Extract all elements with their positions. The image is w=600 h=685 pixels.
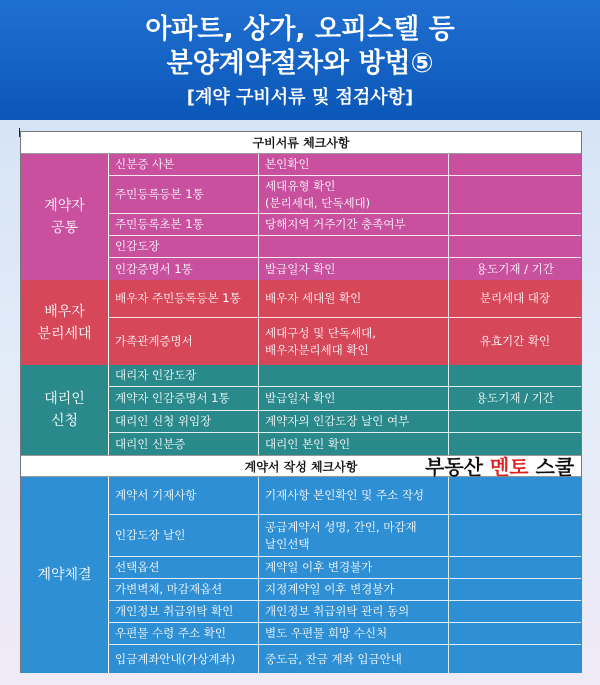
table-row bbox=[109, 387, 581, 411]
document-cell: 신분증 사본 bbox=[109, 154, 259, 175]
check-cell: 본인확인 bbox=[259, 154, 449, 175]
document-cell: 주민등록등본 1통 bbox=[109, 176, 259, 213]
note-cell: 용도기재 / 기간 bbox=[476, 391, 554, 405]
check-cell: 대리인 본인 확인 bbox=[259, 433, 449, 455]
document-cell: 인감도장 bbox=[109, 236, 259, 257]
note-cell bbox=[449, 623, 581, 644]
document-cell: 대리인 신분증 bbox=[109, 433, 259, 455]
group-proxy bbox=[21, 365, 581, 455]
group-label: 배우자 분리세대 bbox=[21, 280, 109, 365]
group-label: 계약자 공통 bbox=[21, 154, 109, 280]
group-common bbox=[21, 154, 581, 280]
table-row bbox=[109, 477, 581, 515]
group-contract bbox=[21, 477, 581, 673]
group-spouse bbox=[21, 280, 581, 365]
brand-accent: 멘토 bbox=[489, 455, 529, 479]
document-cell: 가변벽체, 마감재옵션 bbox=[109, 579, 259, 600]
document-cell: 배우자 주민등록등본 1통 bbox=[109, 280, 259, 317]
section-header-documents: 구비서류 체크사항 bbox=[21, 132, 581, 154]
note-cell bbox=[449, 557, 581, 578]
check-cell: 발급일자 확인 bbox=[259, 387, 449, 410]
check-cell: 중도금, 잔금 계좌 입금안내 bbox=[259, 645, 449, 673]
table-row bbox=[109, 258, 581, 280]
table-row bbox=[109, 411, 581, 433]
brand-prefix: 부동산 bbox=[425, 455, 490, 479]
note-cell: 용도기재 / 기간 bbox=[476, 261, 554, 276]
brand-suffix: 스쿨 bbox=[528, 455, 575, 479]
table-row bbox=[109, 280, 581, 318]
table-row bbox=[109, 557, 581, 579]
header-banner bbox=[0, 0, 600, 120]
table-row bbox=[109, 579, 581, 601]
document-cell: 우편물 수령 주소 확인 bbox=[109, 623, 259, 644]
document-cell: 대리인 신청 위임장 bbox=[109, 411, 259, 432]
note-cell bbox=[449, 411, 581, 432]
check-cell: 기재사항 본인확인 및 주소 작성 bbox=[259, 477, 449, 514]
document-cell: 입금계좌안내(가상계좌) bbox=[109, 645, 259, 673]
table-row bbox=[109, 154, 581, 176]
note-cell bbox=[449, 236, 581, 257]
note-cell bbox=[449, 601, 581, 622]
note-cell bbox=[449, 477, 581, 514]
table-row bbox=[109, 645, 581, 673]
document-cell: 개인정보 취급위탁 확인 bbox=[109, 601, 259, 622]
note-cell bbox=[449, 645, 581, 673]
table-row bbox=[109, 176, 581, 214]
page-title-line2: 분양계약절차와 방법⑤ bbox=[166, 48, 434, 79]
note-cell bbox=[449, 176, 581, 213]
document-cell: 선택옵션 bbox=[109, 557, 259, 578]
check-cell: 별도 우편물 희망 수신처 bbox=[259, 623, 449, 644]
document-cell: 인감도장 날인 bbox=[109, 515, 259, 556]
table-row bbox=[109, 601, 581, 623]
table-row bbox=[109, 515, 581, 557]
check-cell: 세대유형 확인 (분리세대, 단독세대) bbox=[259, 176, 449, 213]
document-cell: 대리자 인감도장 bbox=[109, 365, 259, 386]
document-cell: 주민등록초본 1통 bbox=[109, 214, 259, 235]
table-row bbox=[109, 318, 581, 365]
note-cell: 분리세대 대장 bbox=[479, 291, 551, 305]
section-header-contract: 계약서 작성 체크사항 bbox=[21, 455, 581, 477]
note-cell bbox=[449, 579, 581, 600]
check-cell: 계약자의 인감도장 날인 여부 bbox=[259, 411, 449, 432]
note-cell: 유효기간 확인 bbox=[479, 334, 551, 348]
document-cell: 계약서 기재사항 bbox=[109, 477, 259, 514]
document-cell: 계약자 인감증명서 1통 bbox=[109, 387, 259, 410]
check-cell: 당해지역 거주기간 충족여부 bbox=[259, 214, 449, 235]
check-cell: 세대구성 및 단독세대, 배우자분리세대 확인 bbox=[259, 318, 449, 365]
check-cell: 배우자 세대원 확인 bbox=[259, 280, 449, 317]
table-row bbox=[109, 214, 581, 236]
check-cell: 지정계약일 이후 변경불가 bbox=[259, 579, 449, 600]
document-cell: 인감증명서 1통 bbox=[109, 258, 259, 280]
group-label: 계약체결 bbox=[21, 477, 109, 673]
page-title-line1: 아파트, 상가, 오피스텔 등 bbox=[145, 14, 455, 45]
brand-logo bbox=[425, 451, 574, 480]
check-cell bbox=[259, 236, 449, 257]
group-label: 대리인 신청 bbox=[21, 365, 109, 455]
page-subtitle: [계약 구비서류 및 점검사항] bbox=[186, 87, 414, 108]
document-cell: 가족관계증명서 bbox=[109, 318, 259, 365]
table-row bbox=[109, 365, 581, 387]
checklist-table bbox=[20, 131, 582, 673]
check-cell: 개인정보 취급위탁 관리 동의 bbox=[259, 601, 449, 622]
check-cell bbox=[259, 365, 449, 386]
check-cell: 계약일 이후 변경불가 bbox=[259, 557, 449, 578]
check-cell: 공급계약서 성명, 간인, 마감재 날인선택 bbox=[259, 515, 449, 556]
table-row bbox=[109, 623, 581, 645]
note-cell bbox=[449, 515, 581, 556]
note-cell bbox=[449, 365, 581, 386]
note-cell bbox=[449, 214, 581, 235]
table-row bbox=[109, 236, 581, 258]
check-cell: 발급일자 확인 bbox=[259, 258, 449, 280]
note-cell bbox=[449, 154, 581, 175]
